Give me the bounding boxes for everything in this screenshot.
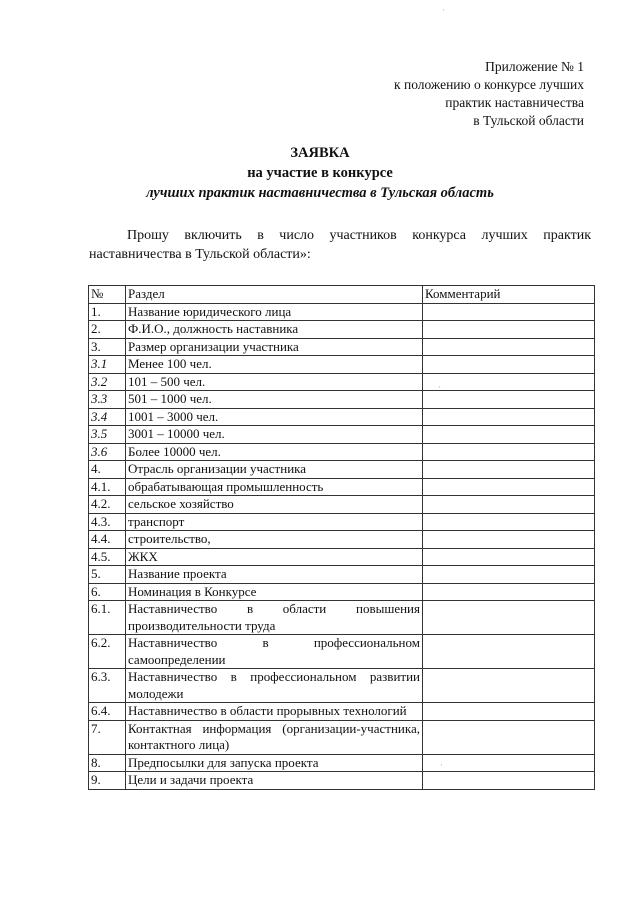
row-section: Наставничество в профессиональном самоопределении (126, 635, 423, 669)
row-comment-cell[interactable] (423, 356, 595, 374)
row-comment-cell[interactable] (423, 303, 595, 321)
table-row (89, 531, 595, 549)
appendix-line: Приложение № 1 (485, 59, 584, 74)
row-number: 6.1. (89, 601, 126, 635)
title-line-1: ЗАЯВКА (290, 145, 350, 161)
appendix-line: в Тульской области (473, 113, 584, 128)
row-number: 6.4. (89, 703, 126, 721)
row-comment-cell[interactable] (423, 461, 595, 479)
row-section: Наставничество в области прорывных технологий (126, 703, 423, 721)
table-row (89, 443, 595, 461)
scan-speck: · (442, 5, 445, 15)
row-number: 4.2. (89, 496, 126, 514)
row-section: 101 – 500 чел. (126, 373, 423, 391)
table-row (89, 373, 595, 391)
row-number: 4.1. (89, 478, 126, 496)
table-row (89, 720, 595, 754)
row-section: Менее 100 чел. (126, 356, 423, 374)
row-section: Номинация в Конкурсе (126, 583, 423, 601)
row-section: Ф.И.О., должность наставника (126, 321, 423, 339)
row-comment-cell[interactable] (423, 408, 595, 426)
row-number: 3.6 (89, 443, 126, 461)
table-row (89, 426, 595, 444)
row-number: 6. (89, 583, 126, 601)
document-title (0, 143, 640, 203)
table-row (89, 772, 595, 790)
row-comment-cell[interactable] (423, 426, 595, 444)
row-comment-cell[interactable] (423, 669, 595, 703)
row-comment-cell[interactable] (423, 566, 595, 584)
row-number: 4.4. (89, 531, 126, 549)
header-comment: Комментарий (423, 286, 595, 304)
row-number: 4.3. (89, 513, 126, 531)
table-row (89, 754, 595, 772)
row-number: 6.2. (89, 635, 126, 669)
table-row (89, 478, 595, 496)
row-section: строительство, (126, 531, 423, 549)
table-row (89, 703, 595, 721)
appendix-line: к положению о конкурсе лучших (394, 77, 584, 92)
table-row (89, 601, 595, 635)
row-comment-cell[interactable] (423, 513, 595, 531)
row-comment-cell[interactable] (423, 443, 595, 461)
row-number: 1. (89, 303, 126, 321)
table-row (89, 303, 595, 321)
row-comment-cell[interactable] (423, 478, 595, 496)
row-comment-cell[interactable] (423, 583, 595, 601)
table-row (89, 321, 595, 339)
row-section: 501 – 1000 чел. (126, 391, 423, 409)
table-header-row (89, 286, 595, 304)
table-row (89, 356, 595, 374)
row-comment-cell[interactable] (423, 531, 595, 549)
row-section: Наставничество в области повышения производительности труда (126, 601, 423, 635)
table-row (89, 391, 595, 409)
row-number: 9. (89, 772, 126, 790)
row-section: транспорт (126, 513, 423, 531)
appendix-note (284, 58, 584, 130)
row-number: 4. (89, 461, 126, 479)
row-section: Название юридического лица (126, 303, 423, 321)
row-section: Контактная информация (организации-участника, контактного лица) (126, 720, 423, 754)
row-comment-cell[interactable] (423, 391, 595, 409)
table-row (89, 338, 595, 356)
row-comment-cell[interactable] (423, 321, 595, 339)
row-comment-cell[interactable] (423, 496, 595, 514)
row-number: 3.5 (89, 426, 126, 444)
scan-speck: · (438, 382, 441, 392)
row-comment-cell[interactable] (423, 635, 595, 669)
row-comment-cell[interactable] (423, 548, 595, 566)
table-row (89, 548, 595, 566)
row-number: 8. (89, 754, 126, 772)
row-number: 4.5. (89, 548, 126, 566)
table-row (89, 408, 595, 426)
row-section: Название проекта (126, 566, 423, 584)
row-number: 3. (89, 338, 126, 356)
row-section: сельское хозяйство (126, 496, 423, 514)
title-line-2: на участие в конкурсе (247, 165, 393, 181)
row-number: 2. (89, 321, 126, 339)
row-comment-cell[interactable] (423, 373, 595, 391)
row-number: 3.3 (89, 391, 126, 409)
table-row (89, 635, 595, 669)
row-section: 1001 – 3000 чел. (126, 408, 423, 426)
header-number: № (89, 286, 126, 304)
row-number: 7. (89, 720, 126, 754)
row-section: ЖКХ (126, 548, 423, 566)
title-line-3: лучших практик наставничества в Тульская область (146, 185, 494, 201)
appendix-line: практик наставничества (445, 95, 584, 110)
intro-paragraph: Прошу включить в число участников конкурса лучших практик наставничества в Тульской области»: (89, 228, 591, 262)
row-comment-cell[interactable] (423, 720, 595, 754)
row-section: Цели и задачи проекта (126, 772, 423, 790)
row-number: 3.1 (89, 356, 126, 374)
table-row (89, 669, 595, 703)
table-row (89, 566, 595, 584)
row-number: 3.2 (89, 373, 126, 391)
row-comment-cell[interactable] (423, 703, 595, 721)
application-table (88, 285, 595, 790)
row-number: 3.4 (89, 408, 126, 426)
row-section: Более 10000 чел. (126, 443, 423, 461)
row-section: Наставничество в профессиональном развитии молодежи (126, 669, 423, 703)
row-comment-cell[interactable] (423, 338, 595, 356)
row-section: 3001 – 10000 чел. (126, 426, 423, 444)
row-comment-cell[interactable] (423, 754, 595, 772)
row-number: 6.3. (89, 669, 126, 703)
row-section: Отрасль организации участника (126, 461, 423, 479)
table-row (89, 513, 595, 531)
row-number: 5. (89, 566, 126, 584)
table-row (89, 496, 595, 514)
row-section: Предпосылки для запуска проекта (126, 754, 423, 772)
row-comment-cell[interactable] (423, 772, 595, 790)
row-section: Размер организации участника (126, 338, 423, 356)
row-section: обрабатывающая промышленность (126, 478, 423, 496)
table-row (89, 461, 595, 479)
table-row (89, 583, 595, 601)
row-comment-cell[interactable] (423, 601, 595, 635)
header-section: Раздел (126, 286, 423, 304)
scan-speck: · (440, 760, 443, 770)
